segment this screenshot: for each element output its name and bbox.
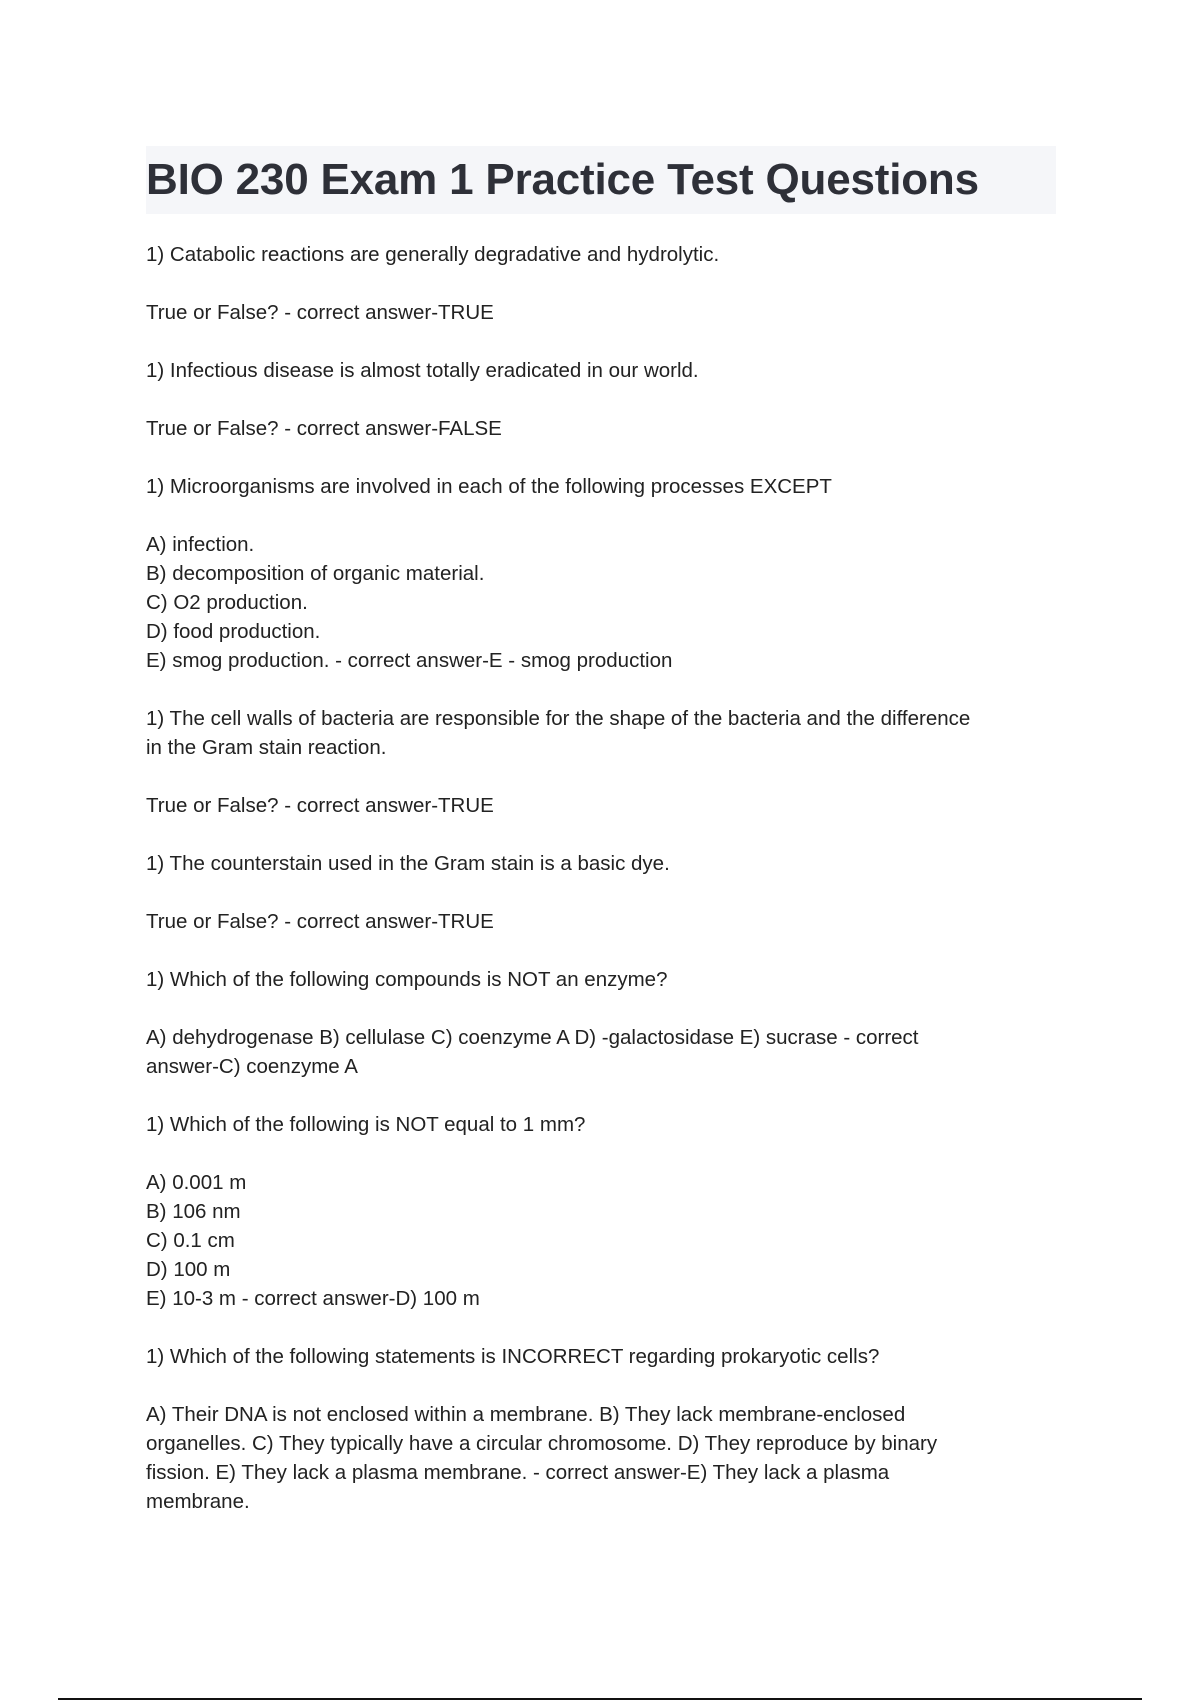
paragraph	[146, 791, 1056, 820]
text-line: True or False? - correct answer-TRUE	[146, 301, 494, 324]
paragraph	[146, 356, 1056, 385]
text-line: A) 0.001 m	[146, 1171, 247, 1194]
text-line: True or False? - correct answer-FALSE	[146, 417, 502, 440]
document-body	[146, 240, 1056, 1516]
text-line: 1) Catabolic reactions are generally degradative and hydrolytic.	[146, 243, 720, 266]
text-line: A) infection.	[146, 533, 255, 556]
paragraph	[146, 704, 1056, 762]
text-line: True or False? - correct answer-TRUE	[146, 910, 494, 933]
text-line: D) food production.	[146, 620, 321, 643]
text-line: D) 100 m	[146, 1258, 231, 1281]
paragraph	[146, 849, 1056, 878]
paragraph	[146, 298, 1056, 327]
text-line: A) Their DNA is not enclosed within a membrane. B) They lack membrane-enclosed	[146, 1403, 906, 1426]
text-line: 1) Microorganisms are involved in each of the following processes EXCEPT	[146, 475, 832, 498]
text-line: True or False? - correct answer-TRUE	[146, 794, 494, 817]
page-title: BIO 230 Exam 1 Practice Test Questions	[146, 155, 979, 204]
text-line: E) 10-3 m - correct answer-D) 100 m	[146, 1287, 480, 1310]
text-line: in the Gram stain reaction.	[146, 736, 387, 759]
text-line: answer-C) coenzyme A	[146, 1055, 358, 1078]
paragraph	[146, 907, 1056, 936]
text-line: 1) The counterstain used in the Gram stain is a basic dye.	[146, 852, 670, 875]
document-page	[146, 146, 1056, 1545]
text-line: fission. E) They lack a plasma membrane. - correct answer-E) They lack a plasma	[146, 1461, 890, 1484]
paragraph	[146, 414, 1056, 443]
text-line: 1) Infectious disease is almost totally eradicated in our world.	[146, 359, 699, 382]
paragraph	[146, 240, 1056, 269]
paragraph	[146, 530, 1056, 675]
paragraph	[146, 472, 1056, 501]
paragraph	[146, 1168, 1056, 1313]
text-line: E) smog production. - correct answer-E - smog production	[146, 649, 673, 672]
text-line: membrane.	[146, 1490, 250, 1513]
text-line: 1) Which of the following statements is INCORRECT regarding prokaryotic cells?	[146, 1345, 880, 1368]
paragraph	[146, 965, 1056, 994]
text-line: 1) The cell walls of bacteria are responsible for the shape of the bacteria and the difference	[146, 707, 971, 730]
text-line: A) dehydrogenase B) cellulase C) coenzyme A D) -galactosidase E) sucrase - correct	[146, 1026, 919, 1049]
text-line: B) decomposition of organic material.	[146, 562, 485, 585]
title-band	[146, 146, 1056, 214]
text-line: 1) Which of the following is NOT equal to 1 mm?	[146, 1113, 586, 1136]
text-line: organelles. C) They typically have a circular chromosome. D) They reproduce by binary	[146, 1432, 938, 1455]
text-line: B) 106 nm	[146, 1200, 241, 1223]
paragraph	[146, 1342, 1056, 1371]
paragraph	[146, 1023, 1056, 1081]
paragraph	[146, 1110, 1056, 1139]
text-line: 1) Which of the following compounds is NOT an enzyme?	[146, 968, 668, 991]
text-line: C) O2 production.	[146, 591, 308, 614]
text-line: C) 0.1 cm	[146, 1229, 235, 1252]
paragraph	[146, 1400, 1056, 1516]
